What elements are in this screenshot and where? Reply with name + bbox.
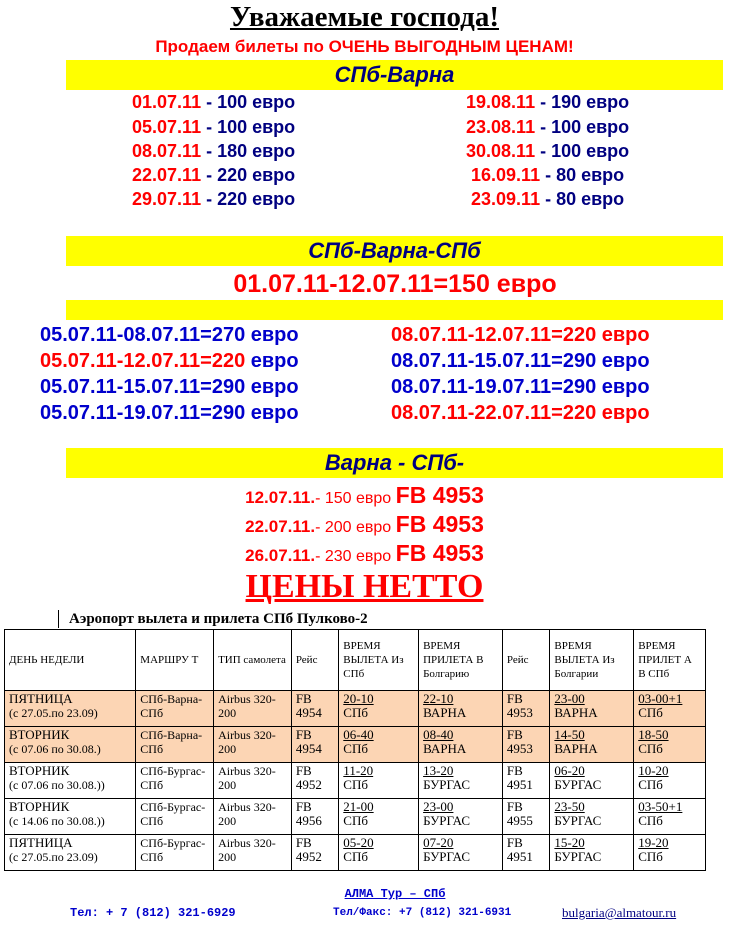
fare-price: - 150 евро bbox=[315, 490, 396, 507]
flight-number: FB 4953 bbox=[395, 540, 484, 566]
cell-dep-spb bbox=[339, 727, 419, 763]
time: 11-20 bbox=[343, 763, 374, 778]
roundtrip-fare-right bbox=[391, 349, 650, 374]
cell-flight-out: FB 4954 bbox=[291, 691, 338, 727]
city: ВАРНА bbox=[554, 741, 598, 756]
time: 13-20 bbox=[423, 763, 454, 778]
phone-number: Тел: + 7 (812) 321-6929 bbox=[70, 906, 236, 920]
fare-currency: евро bbox=[601, 324, 650, 346]
fare-range: 08.07.11-22.07.11=220 bbox=[391, 402, 602, 424]
header-plane: ТИП самолета bbox=[214, 630, 292, 691]
time: 03-50+1 bbox=[638, 799, 683, 814]
cell-day bbox=[5, 799, 136, 835]
cell-arr-spb bbox=[634, 835, 706, 871]
roundtrip-fare-left bbox=[40, 349, 299, 374]
oneway-fare-right bbox=[466, 140, 629, 163]
email-link[interactable]: bulgaria@almatour.ru bbox=[562, 905, 677, 920]
fare-range: 05.07.11-19.07.11=290 bbox=[40, 402, 251, 424]
cell-arr-bg bbox=[419, 727, 503, 763]
fare-date: 23.09.11 bbox=[471, 189, 541, 209]
time: 10-20 bbox=[638, 763, 669, 778]
oneway-fare-left bbox=[132, 116, 295, 139]
cell-arr-bg bbox=[419, 835, 503, 871]
fare-date: 01.07.11 bbox=[132, 92, 202, 112]
city: СПб bbox=[638, 813, 663, 828]
day-period: (с 07.06 по 30.08.)) bbox=[9, 778, 105, 792]
city: СПб bbox=[638, 777, 663, 792]
time: 22-10 bbox=[423, 691, 454, 706]
oneway-fare-right bbox=[466, 116, 629, 139]
cell-arr-spb bbox=[634, 799, 706, 835]
time: 06-20 bbox=[554, 763, 585, 778]
fare-price: - 230 евро bbox=[315, 548, 396, 565]
time: 06-40 bbox=[343, 727, 374, 742]
cell-day bbox=[5, 763, 136, 799]
airport-note: Аэропорт вылета и прилета СПб Пулково-2 bbox=[58, 610, 368, 628]
header-dep-bg: ВРЕМЯ ВЫЛЕТА Из Болгарии bbox=[550, 630, 634, 691]
cell-arr-spb bbox=[634, 727, 706, 763]
table-row bbox=[5, 799, 706, 835]
fare-price: - 220 евро bbox=[201, 165, 296, 185]
cell-route: СПб-Бургас-СПб bbox=[136, 835, 214, 871]
city: БУРГАС bbox=[554, 777, 602, 792]
day-name: ВТОРНИК bbox=[9, 799, 70, 814]
flight-number: FB 4953 bbox=[395, 482, 484, 508]
return-fare bbox=[0, 482, 729, 509]
roundtrip-fare-left bbox=[40, 375, 299, 400]
header-route: МАРШРУ Т bbox=[136, 630, 214, 691]
cell-flight-out: FB 4956 bbox=[291, 799, 338, 835]
return-fare bbox=[0, 540, 729, 567]
fare-currency: евро bbox=[250, 324, 299, 346]
oneway-fare-right bbox=[471, 188, 624, 211]
city: ВАРНА bbox=[423, 741, 467, 756]
fare-price: - 100 евро bbox=[535, 117, 630, 137]
fare-range: 05.07.11-08.07.11=270 bbox=[40, 324, 251, 346]
city: БУРГАС bbox=[423, 777, 471, 792]
cell-route: СПб-Варна-СПб bbox=[136, 691, 214, 727]
fare-date: 22.07.11. bbox=[245, 517, 316, 536]
fare-price: - 200 евро bbox=[315, 519, 396, 536]
time: 05-20 bbox=[343, 835, 374, 850]
roundtrip-fare-right bbox=[391, 375, 650, 400]
banner-varna-spb: Варна - СПб- bbox=[66, 448, 723, 478]
time: 23-50 bbox=[554, 799, 585, 814]
table-row bbox=[5, 835, 706, 871]
cell-dep-bg bbox=[550, 799, 634, 835]
banner-spb-varna: СПб-Варна bbox=[66, 60, 723, 90]
fare-date: 08.07.11 bbox=[132, 141, 202, 161]
netto-heading: ЦЕНЫ НЕТТО bbox=[245, 568, 484, 605]
city: СПб bbox=[638, 705, 663, 720]
time: 15-20 bbox=[554, 835, 585, 850]
city: БУРГАС bbox=[423, 813, 471, 828]
cell-plane: Airbus 320-200 bbox=[214, 763, 292, 799]
roundtrip-fare-right bbox=[391, 323, 650, 348]
fare-price: - 100 евро bbox=[535, 141, 630, 161]
fare-date: 29.07.11 bbox=[132, 189, 202, 209]
time: 03-00+1 bbox=[638, 691, 683, 706]
fare-currency: евро bbox=[601, 350, 650, 372]
cell-plane: Airbus 320-200 bbox=[214, 799, 292, 835]
day-name: ПЯТНИЦА bbox=[9, 835, 73, 850]
header-day: ДЕНЬ НЕДЕЛИ bbox=[5, 630, 136, 691]
time: 08-40 bbox=[423, 727, 454, 742]
day-name: ВТОРНИК bbox=[9, 763, 70, 778]
cell-dep-bg bbox=[550, 727, 634, 763]
cell-flight-out: FB 4952 bbox=[291, 835, 338, 871]
roundtrip-highlight: 01.07.11-12.07.11=150 евро bbox=[233, 270, 557, 298]
flight-number: FB 4953 bbox=[395, 511, 484, 537]
oneway-fare-right bbox=[471, 164, 624, 187]
cell-arr-spb bbox=[634, 763, 706, 799]
fare-price: - 80 евро bbox=[540, 165, 625, 185]
cell-dep-bg bbox=[550, 691, 634, 727]
cell-route: СПб-Бургас-СПб bbox=[136, 799, 214, 835]
fare-price: - 100 евро bbox=[201, 92, 296, 112]
agency-name: АЛМА Тур – СПб bbox=[344, 887, 446, 901]
header-arr-bg: ВРЕМЯ ПРИЛЕТА В Болгарию bbox=[419, 630, 503, 691]
city: БУРГАС bbox=[423, 849, 471, 864]
day-name: ВТОРНИК bbox=[9, 727, 70, 742]
banner-spacer bbox=[66, 300, 723, 320]
fare-date: 23.08.11 bbox=[466, 117, 536, 137]
cell-arr-bg bbox=[419, 763, 503, 799]
fare-price: - 190 евро bbox=[535, 92, 630, 112]
phone-fax-number: Тел/Факс: +7 (812) 321-6931 bbox=[333, 907, 512, 919]
city: СПб bbox=[343, 849, 368, 864]
fare-price: - 220 евро bbox=[201, 189, 296, 209]
city: СПб bbox=[343, 741, 368, 756]
cell-day bbox=[5, 691, 136, 727]
time: 23-00 bbox=[554, 691, 585, 706]
fare-range: 08.07.11-12.07.11=220 bbox=[391, 324, 602, 346]
cell-route: СПб-Варна-СПб bbox=[136, 727, 214, 763]
city: ВАРНА bbox=[554, 705, 598, 720]
city: СПб bbox=[343, 813, 368, 828]
day-period: (с 14.06 по 30.08.)) bbox=[9, 814, 105, 828]
city: ВАРНА bbox=[423, 705, 467, 720]
return-fare bbox=[0, 511, 729, 538]
cell-plane: Airbus 320-200 bbox=[214, 727, 292, 763]
page-title: Уважаемые господа! bbox=[229, 1, 499, 33]
fare-currency: евро bbox=[250, 350, 299, 372]
cell-arr-bg bbox=[419, 799, 503, 835]
cell-route: СПб-Бургас-СПб bbox=[136, 763, 214, 799]
banner-spb-varna-spb: СПб-Варна-СПб bbox=[66, 236, 723, 266]
page-subtitle: Продаем билеты по ОЧЕНЬ ВЫГОДНЫМ ЦЕНАМ! bbox=[155, 37, 574, 56]
table-row bbox=[5, 727, 706, 763]
day-period: (с 07.06 по 30.08.) bbox=[9, 742, 101, 756]
fare-date: 05.07.11 bbox=[132, 117, 202, 137]
cell-day bbox=[5, 727, 136, 763]
oneway-fare-right bbox=[466, 91, 629, 114]
cell-flight-back: FB 4951 bbox=[502, 835, 549, 871]
fare-range: 08.07.11-19.07.11=290 bbox=[391, 376, 602, 398]
header-flight-out: Рейс bbox=[291, 630, 338, 691]
time: 07-20 bbox=[423, 835, 454, 850]
cell-flight-back: FB 4955 bbox=[502, 799, 549, 835]
time: 19-20 bbox=[638, 835, 669, 850]
cell-dep-bg bbox=[550, 835, 634, 871]
cell-dep-spb bbox=[339, 799, 419, 835]
cell-flight-out: FB 4954 bbox=[291, 727, 338, 763]
fare-currency: евро bbox=[250, 402, 299, 424]
city: СПб bbox=[343, 777, 368, 792]
time: 14-50 bbox=[554, 727, 585, 742]
header-dep-spb: ВРЕМЯ ВЫЛЕТА Из СПб bbox=[339, 630, 419, 691]
oneway-fare-left bbox=[132, 91, 295, 114]
city: СПб bbox=[638, 849, 663, 864]
day-period: (с 27.05.по 23.09) bbox=[9, 706, 98, 720]
cell-dep-spb bbox=[339, 763, 419, 799]
fare-currency: евро bbox=[250, 376, 299, 398]
fare-price: - 180 евро bbox=[201, 141, 296, 161]
table-row bbox=[5, 691, 706, 727]
fare-currency: евро bbox=[601, 376, 650, 398]
cell-day bbox=[5, 835, 136, 871]
roundtrip-fare-right bbox=[391, 401, 650, 426]
table-header-row bbox=[5, 630, 706, 691]
cell-arr-spb bbox=[634, 691, 706, 727]
roundtrip-fare-left bbox=[40, 323, 299, 348]
fare-date: 16.09.11 bbox=[471, 165, 541, 185]
day-name: ПЯТНИЦА bbox=[9, 691, 73, 706]
cell-flight-back: FB 4953 bbox=[502, 691, 549, 727]
cell-plane: Airbus 320-200 bbox=[214, 835, 292, 871]
header-flight-back: Рейс bbox=[502, 630, 549, 691]
city: СПб bbox=[638, 741, 663, 756]
fare-date: 19.08.11 bbox=[466, 92, 536, 112]
cell-dep-spb bbox=[339, 691, 419, 727]
cell-arr-bg bbox=[419, 691, 503, 727]
oneway-fare-left bbox=[132, 164, 295, 187]
fare-date: 12.07.11. bbox=[245, 488, 316, 507]
fare-date: 30.08.11 bbox=[466, 141, 536, 161]
fare-currency: евро bbox=[601, 402, 650, 424]
cell-dep-spb bbox=[339, 835, 419, 871]
cell-dep-bg bbox=[550, 763, 634, 799]
fare-date: 26.07.11. bbox=[245, 546, 316, 565]
day-period: (с 27.05.по 23.09) bbox=[9, 850, 98, 864]
time: 20-10 bbox=[343, 691, 374, 706]
time: 18-50 bbox=[638, 727, 669, 742]
roundtrip-fare-left bbox=[40, 401, 299, 426]
city: БУРГАС bbox=[554, 813, 602, 828]
time: 21-00 bbox=[343, 799, 374, 814]
city: СПб bbox=[343, 705, 368, 720]
table-row bbox=[5, 763, 706, 799]
fare-range: 08.07.11-15.07.11=290 bbox=[391, 350, 602, 372]
cell-plane: Airbus 320-200 bbox=[214, 691, 292, 727]
fare-price: - 80 евро bbox=[540, 189, 625, 209]
header-arr-spb: ВРЕМЯ ПРИЛЕТ А В СПб bbox=[634, 630, 706, 691]
oneway-fare-left bbox=[132, 140, 295, 163]
fare-price: - 100 евро bbox=[201, 117, 296, 137]
cell-flight-back: FB 4953 bbox=[502, 727, 549, 763]
oneway-fare-left bbox=[132, 188, 295, 211]
fare-range: 05.07.11-12.07.11=220 bbox=[40, 350, 251, 372]
time: 23-00 bbox=[423, 799, 454, 814]
fare-range: 05.07.11-15.07.11=290 bbox=[40, 376, 251, 398]
fare-date: 22.07.11 bbox=[132, 165, 202, 185]
cell-flight-back: FB 4951 bbox=[502, 763, 549, 799]
cell-flight-out: FB 4952 bbox=[291, 763, 338, 799]
city: БУРГАС bbox=[554, 849, 602, 864]
flight-schedule-table bbox=[4, 629, 706, 871]
